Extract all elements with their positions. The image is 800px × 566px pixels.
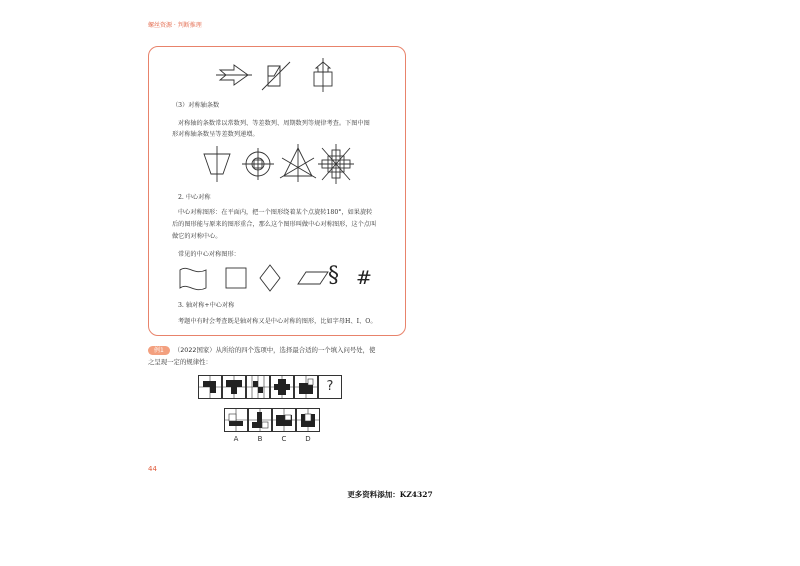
both-body-1: 考题中有时会考查既是轴对称又是中心对称的图形，比如字母H、I、O。 (178, 318, 377, 325)
example-tag: 例1 (148, 346, 170, 355)
central-heading: 2. 中心对称 (178, 194, 211, 201)
option-a-cell[interactable] (224, 408, 248, 432)
option-d-cell[interactable] (296, 408, 320, 432)
hash-symbol: # (356, 267, 372, 289)
axis-count-figures (196, 142, 356, 186)
question-cell-1 (198, 375, 222, 399)
central-body-1: 中心对称图形：在平面内，把一个图形绕着某个点旋转180°，如果旋转 (178, 209, 373, 216)
central-symmetry-shapes (176, 262, 376, 296)
central-body-2: 后的图形能与原来的图形重合，那么这个图形叫做中心对称图形，这个点叫 (172, 221, 377, 228)
central-body-3: 做它的对称中心。 (172, 233, 222, 240)
example-question (148, 344, 410, 368)
question-cell-unknown (318, 375, 342, 399)
question-cell-5 (294, 375, 318, 399)
question-cell-4 (270, 375, 294, 399)
options-row (224, 408, 320, 432)
axis-count-body-2: 形对称轴条数呈等差数列递增。 (172, 131, 259, 138)
footer-note (0, 489, 800, 500)
section-sign-symbol: § (328, 263, 339, 288)
question-cell-2 (222, 375, 246, 399)
example-line-1: （2022国家）从所给的四个选项中，选择最合适的一个填入问号处，使 (173, 346, 376, 354)
running-header: 螺丝资源 · 判断推理 (148, 22, 202, 29)
question-mark: ? (326, 379, 334, 394)
option-a-label: A (233, 435, 239, 443)
axis-symmetry-figures (210, 58, 350, 94)
question-cell-3 (246, 375, 270, 399)
option-d-label: D (305, 435, 311, 443)
option-b-label: B (257, 435, 263, 443)
option-c-label: C (281, 435, 287, 443)
both-heading: 3. 轴对称+中心对称 (178, 302, 235, 309)
question-row (198, 375, 342, 399)
axis-count-heading: （3）对称轴条数 (172, 102, 220, 109)
page-number: 44 (148, 465, 157, 473)
example-line-2: 之呈现一定的规律性： (148, 358, 212, 366)
option-c-cell[interactable] (272, 408, 296, 432)
axis-count-body-1: 对称轴的条数常以常数列、等差数列、周期数列等规律考查。下图中图 (178, 120, 370, 127)
option-b-cell[interactable] (248, 408, 272, 432)
footer-text: 更多资料添加：KZ4327 (347, 490, 433, 499)
common-central-label: 常见的中心对称图形： (178, 251, 240, 258)
